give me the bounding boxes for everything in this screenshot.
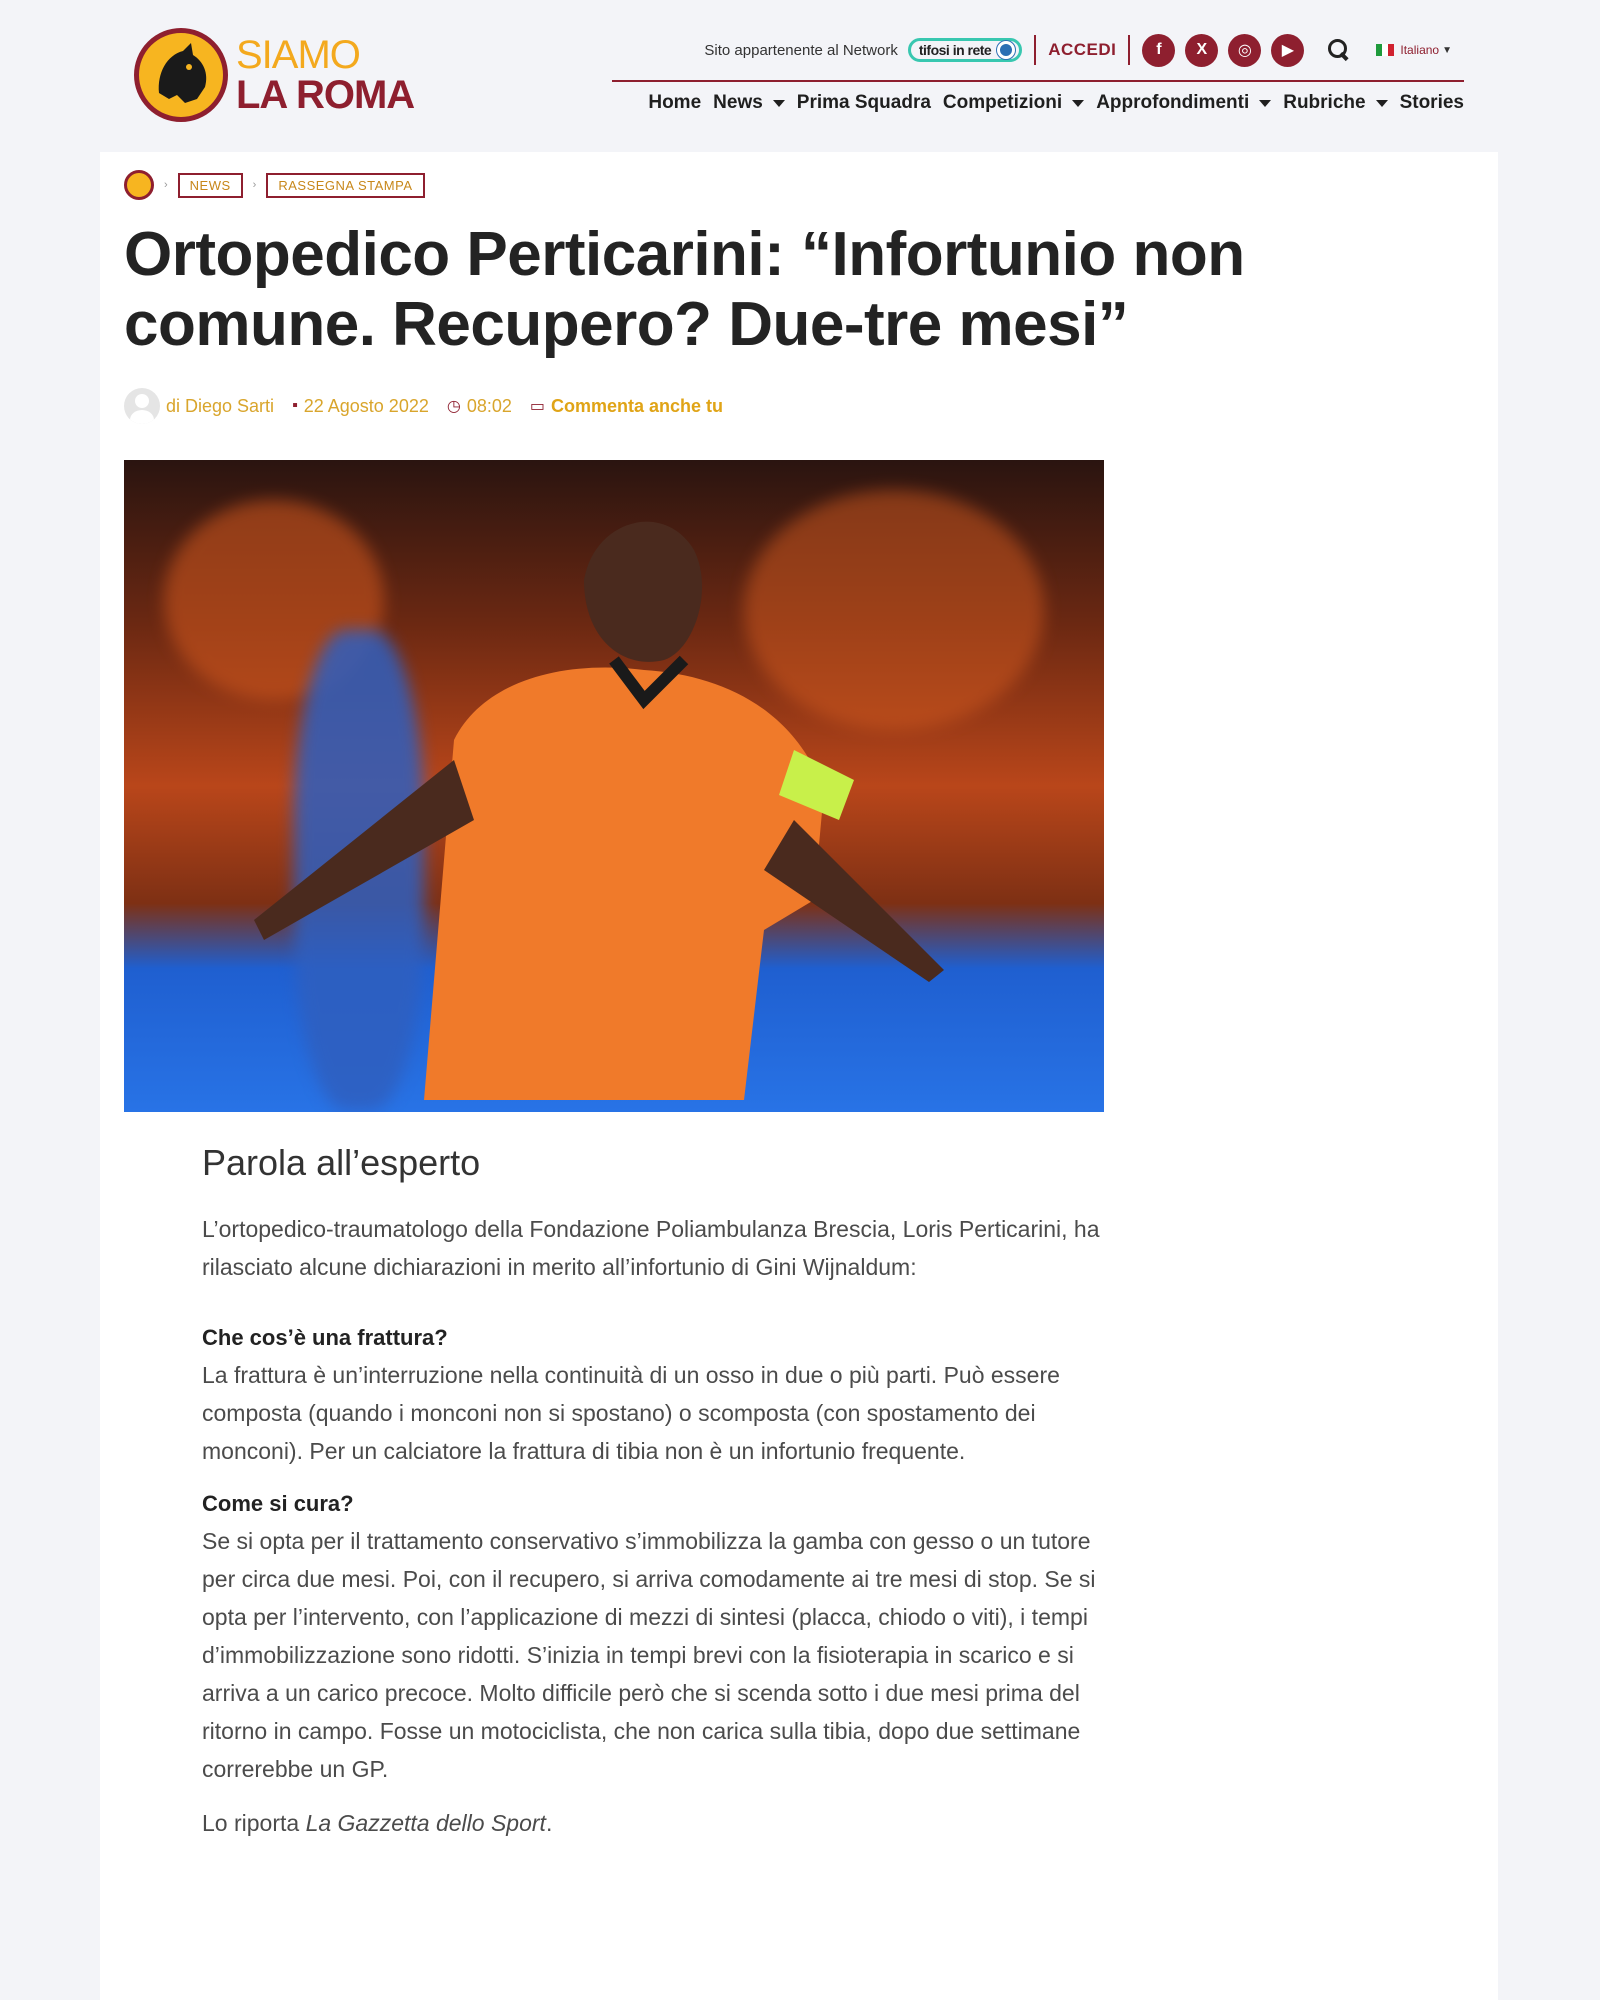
breadcrumb <box>124 170 425 200</box>
article-meta <box>124 388 723 424</box>
article-body <box>202 1142 1122 1842</box>
chevron-down-icon <box>773 100 785 107</box>
logo-text-bottom: LA ROMA <box>236 73 415 117</box>
search-icon[interactable] <box>1328 39 1350 61</box>
chevron-down-icon: ▼ <box>1442 44 1452 56</box>
answer-paragraph: La frattura è un’interruzione nella continuità di un osso in due o più parti. Può essere composta (quando i monconi non si spostano) o scomposta (con spostamento dei monconi). Per un calciatore la frattura di tibia non è un infortunio frequente. <box>202 1362 1060 1464</box>
social-links <box>1142 34 1304 67</box>
chevron-down-icon <box>1259 100 1271 107</box>
clock-icon: ◷ <box>446 398 461 415</box>
youtube-icon[interactable]: ▶ <box>1271 34 1304 67</box>
wolf-logo-icon <box>134 28 228 122</box>
x-icon[interactable]: X <box>1185 34 1218 67</box>
nav-item-rubriche[interactable]: Rubriche <box>1283 92 1387 114</box>
nav-item-home[interactable]: Home <box>648 92 702 113</box>
question-heading: Come si cura? <box>202 1491 354 1516</box>
top-utility-bar <box>704 30 1452 70</box>
facebook-icon[interactable]: f <box>1142 34 1175 67</box>
comment-link[interactable]: Commenta anche tu <box>551 395 724 416</box>
divider <box>1034 35 1036 65</box>
network-ball-icon <box>997 41 1015 59</box>
nav-item-stories[interactable]: Stories <box>1399 92 1464 113</box>
question-heading: Che cos’è una frattura? <box>202 1325 448 1350</box>
main-nav <box>648 92 1464 114</box>
nav-item-news[interactable]: News <box>713 92 785 114</box>
network-badge[interactable] <box>908 38 1022 62</box>
calendar-icon: ▪ <box>292 397 298 414</box>
site-header <box>0 0 1600 150</box>
divider <box>1128 35 1130 65</box>
nav-item-approfondimenti[interactable]: Approfondimenti <box>1096 92 1271 114</box>
author-name[interactable]: di Diego Sarti <box>166 395 275 416</box>
chevron-right-icon: › <box>164 179 168 191</box>
language-label: Italiano <box>1400 43 1440 57</box>
language-selector[interactable] <box>1376 43 1452 57</box>
author-avatar[interactable] <box>124 388 160 424</box>
answer-paragraph: Se si opta per il trattamento conservativo s’immobilizza la gamba con gesso o un tutore per circa due mesi. Poi, con il recupero, si arriva comodamente ai tre mesi di stop. Se si opta per l’intervento, con l’applicazione di mezzi di sintesi (placca, chiodo o viti), i tempi d’immobilizzazione sono ridotti. S’inizia in tempi brevi con la fisioterapia in scarico e si arriva a un carico precoce. Molto difficile però che si scenda sotto i due mesi prima del ritorno in campo. Fosse un motociclista, che non carica sulla tibia, dopo due settimane correrebbe un GP. <box>202 1528 1096 1782</box>
nav-item-competizioni[interactable]: Competizioni <box>943 92 1084 114</box>
network-label: Sito appartenente al Network <box>704 41 898 59</box>
article-title: Ortopedico Perticarini: “Infortunio non comune. Recupero? Due-tre mesi” <box>124 220 1245 359</box>
breadcrumb-news[interactable]: NEWS <box>178 173 243 198</box>
network-name: tifosi in rete <box>918 42 992 58</box>
home-logo-icon[interactable] <box>124 170 154 200</box>
source-name: La Gazzetta dello Sport <box>305 1810 546 1836</box>
nav-divider <box>612 80 1464 82</box>
article-subheading: Parola all’esperto <box>202 1142 481 1183</box>
breadcrumb-rassegna-stampa[interactable]: RASSEGNA STAMPA <box>266 173 424 198</box>
article-hero-image <box>124 460 1104 1112</box>
login-link[interactable]: ACCEDI <box>1048 40 1117 59</box>
site-logo[interactable] <box>134 28 414 122</box>
nav-item-prima-squadra[interactable]: Prima Squadra <box>796 92 931 113</box>
chevron-down-icon <box>1072 100 1084 107</box>
instagram-icon[interactable]: ◎ <box>1228 34 1261 67</box>
italy-flag-icon <box>1376 44 1394 56</box>
article-intro: L’ortopedico-traumatologo della Fondazione Poliambulanza Brescia, Loris Perticarini, ha rilasciato alcune dichiarazioni in merito all’infortunio di Gini Wijnaldum: <box>202 1216 1100 1280</box>
publish-time: 08:02 <box>466 395 512 416</box>
publish-date: 22 Agosto 2022 <box>303 395 429 416</box>
chevron-down-icon <box>1376 100 1388 107</box>
source-line: Lo riporta La Gazzetta dello Sport. <box>202 1810 553 1836</box>
comment-icon: ▭ <box>529 398 545 415</box>
chevron-right-icon: › <box>252 179 257 191</box>
article-card <box>100 152 1498 2000</box>
logo-text-top: SIAMO <box>236 33 360 77</box>
